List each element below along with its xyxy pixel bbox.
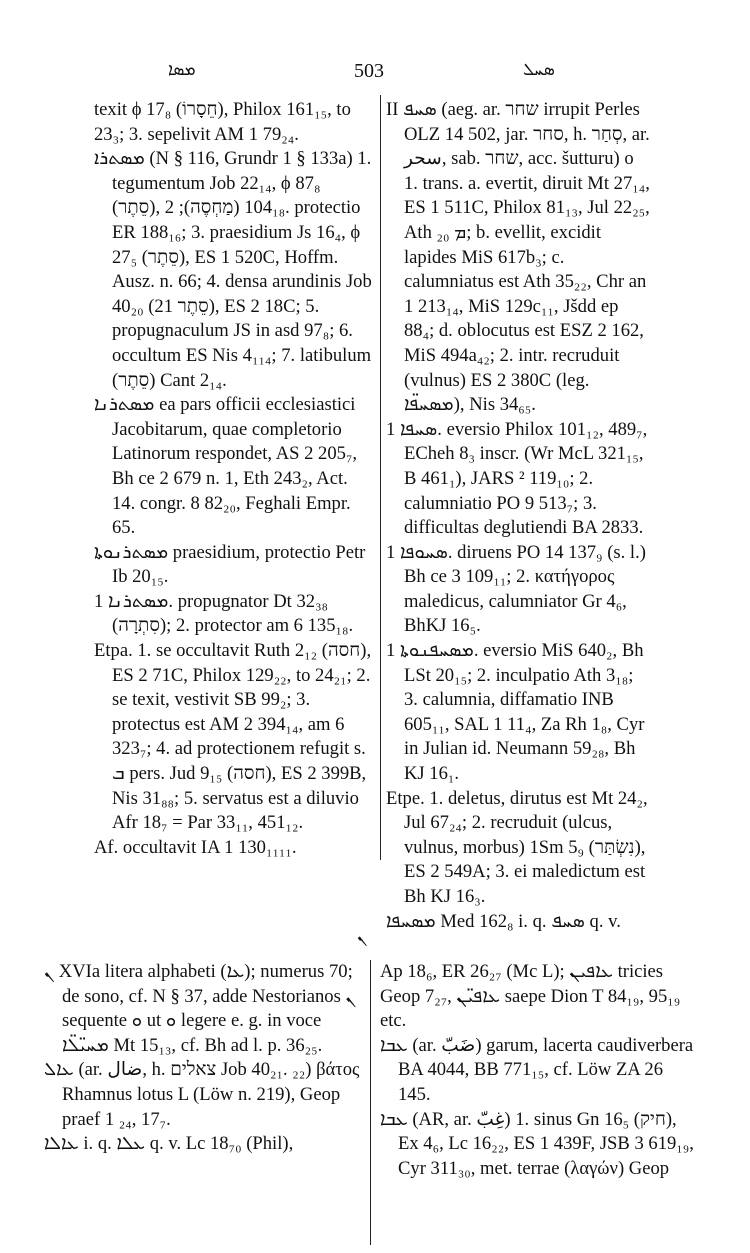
column-divider-bottom	[370, 960, 371, 1245]
header-right-syriac: ܣܚܠ	[523, 60, 555, 80]
entry-eversio-2: ܡܣܚܦܢܘܬܐ 1. eversio MiS 640₂, Bh LSt 20₁₅; 2. inculpatio Ath 3₁₈; 3. calumnia, diffamatio INB 605₁₁, SAL 1 11₄, Za Rh 1₈, Cyr in Julian id. Neumann 59₂₈, Bh KJ 16₁.	[386, 640, 645, 785]
top-right-column	[386, 98, 652, 934]
section-letter-mark: ܢ	[357, 925, 367, 946]
entry-propugnator: ܡܣܬܪܢܐ 1. propugnator Dt 32₃₈ (סִתְרָה); 2. protector am 6 135₁₈.	[94, 590, 354, 637]
entry-sinus: ܥܒܐ (AR, ar. غِبّ) 1. sinus Gn 16₅ (חיק), Ex 4₆, Lc 16₂₂, ES 1 439F, JSB 3 619₁₉, Cyr 311₃₀, met. terrae (λαγών) Geop	[380, 1108, 694, 1179]
entry-eala: ܥܐܠܐ i. q. ܥܠܐ q. v. Lc 18₇₀ (Phil),	[44, 1133, 294, 1155]
entry-continuation-2: Ap 18₆, ER 26₂₇ (Mc L); ܥܐܦܝܢ tricies Geop 7₂₇, ܥܐܦܝ̈ܢ saepe Dion T 84₁₉, 95₁₉ etc.	[380, 961, 681, 1032]
entry-garum: ܥܒܐ (ar. ضَبّ) garum, lacerta caudiverbera BA 4044, BB 771₁₅, cf. Löw ZA 26 145.	[380, 1034, 694, 1105]
entry-continuation: texit ϕ 17₈ (חֵסָרוֹ), Philox 161₁₅, to 23₃; 3. sepelivit AM 1 79₂₄.	[94, 99, 351, 145]
header-left-syriac: ܡܣܐ	[168, 60, 196, 80]
entry-mastarana: ܡܣܬܪܢܐ ea pars officii ecclesiastici Jacobitarum, quae completorio Latinorum respondet, AS 2 205₇, Bh ce 2 679 n. 1, Eth 243₂, Act. 14. congr. 8 82₂₀, Feghali Empr. 65.	[94, 394, 358, 539]
bottom-left-column	[44, 960, 362, 1157]
top-left-column	[94, 98, 372, 860]
entry-diruens: ܣܚܘܦܐ 1. diruens PO 14 137₉ (s. l.) Bh ce 3 109₁₁; 2. κατήγορος maledicus, calumniator Gr 4₆, BhKJ 16₅.	[386, 541, 646, 637]
column-divider-top	[380, 95, 381, 860]
entry-eal: ܥܐܠ (ar. ضال, h. צאלים Job 40₂₁. ₂₂) βάτος Rhamnus lotus L (Löw n. 219), Geop praef 1 ₂₄, 17₇.	[44, 1059, 360, 1130]
entry-etpa: Etpa. 1. se occultavit Ruth 2₁₂ (חסה), ES 2 71C, Philox 129₂₂, to 24₂₁; 2. se texit, vestivit SB 99₂; 3. protectus est AM 2 394₁₄, am 6 323₇; 4. ad protectionem refugit s. ܒ pers. Jud 9₁₅ (חסה), ES 2 399B, Nis 31₈₈; 5. servatus est a diluvio Afr 18₇ = Par 33₁₁, 451₁₂.	[94, 640, 372, 834]
entry-shaf-ii: II ܣܚܦ (aeg. ar. שחר irrupit Perles OLZ 14 502, jar. סחר, h. סְחַר, ar. سحر, sab. שחר, acc. šutturu) o 1. trans. a. evertit, diruit Mt 27₁₄, ES 1 511C, Philox 81₁₃, Jul 22₂₅, Ath ܡ ₂₀; b. evellit, excidit lapides MiS 617b₃; c. calumniatus est Ath 35₂₂, Chr an 1 213₁₄, MiS 129c₁₁, Jšdd ep 88₄; d. oblocutus est ESZ 2 162, MiS 494a₄₂; 2. intr. recruduit (vulnus) ES 2 380C (leg. ܡܣܚܦ̈ܐ), Nis 34₆₅.	[386, 99, 650, 416]
entry-mastaranuta: ܡܣܬܪܢܘܬܐ praesidium, protectio Petr Ib 20₁₅.	[94, 541, 366, 588]
entry-mastarta: ܡܣܬܪܐ (N § 116, Grundr 1 § 133a) 1. tegumentum Job 22₁₄, ϕ 87₈ (סֵתֶר), 104₁₈ (מַחְסֶה); 2. protectio ER 188₁₆; 3. praesidium Js 16₄, ϕ 27₅ (סֵתֶר), ES 1 520C, Hoffm. Ausz. n. 66; 4. densa arundinis Job 40₂₀ (21 סֵתֶר), ES 2 18C; 5. propugnaculum JS in asd 97₈; 6. occultum ES Nis 4₁₁₄; 7. latibulum (סֵתֶר) Cant 2₁₄.	[94, 148, 372, 391]
page-number: 503	[354, 60, 384, 82]
entry-letter-e: ܢ XVIa litera alphabeti (ܥܐ); numerus 70; de sono, cf. N § 37, adde Nestorianos ܢ sequente ܘ ut ܘ legere e. g. in voce ܡܚܝ̈ܠ̈ܐ Mt 15₁₃, cf. Bh ad l. p. 36₂₅.	[44, 961, 356, 1056]
entry-med: ܡܣܚܦܐ Med 162₈ i. q. ܣܚܦ q. v.	[386, 910, 621, 932]
entry-eversio: ܣܚܦܐ 1. eversio Philox 101₁₂, 489₇, ECheh 8₃ inscr. (Wr McL 321₁₅, B 461₁), JARS ² 119₁₀; 2. calumniatio PO 9 513₇; 3. difficultas deglutiendi BA 2833.	[386, 418, 648, 539]
bottom-right-column	[380, 960, 698, 1181]
entry-etpe: Etpe. 1. deletus, dirutus est Mt 24₂, Jul 67₂₄; 2. recruduit (ulcus, vulnus, morbus) 1Sm 5₉ (נִשְׂתַּר), ES 2 549A; 3. ei maledictum est Bh KJ 16₃.	[386, 787, 648, 907]
entry-af: Af. occultavit IA 1 130₁₁₁₁.	[94, 836, 297, 858]
